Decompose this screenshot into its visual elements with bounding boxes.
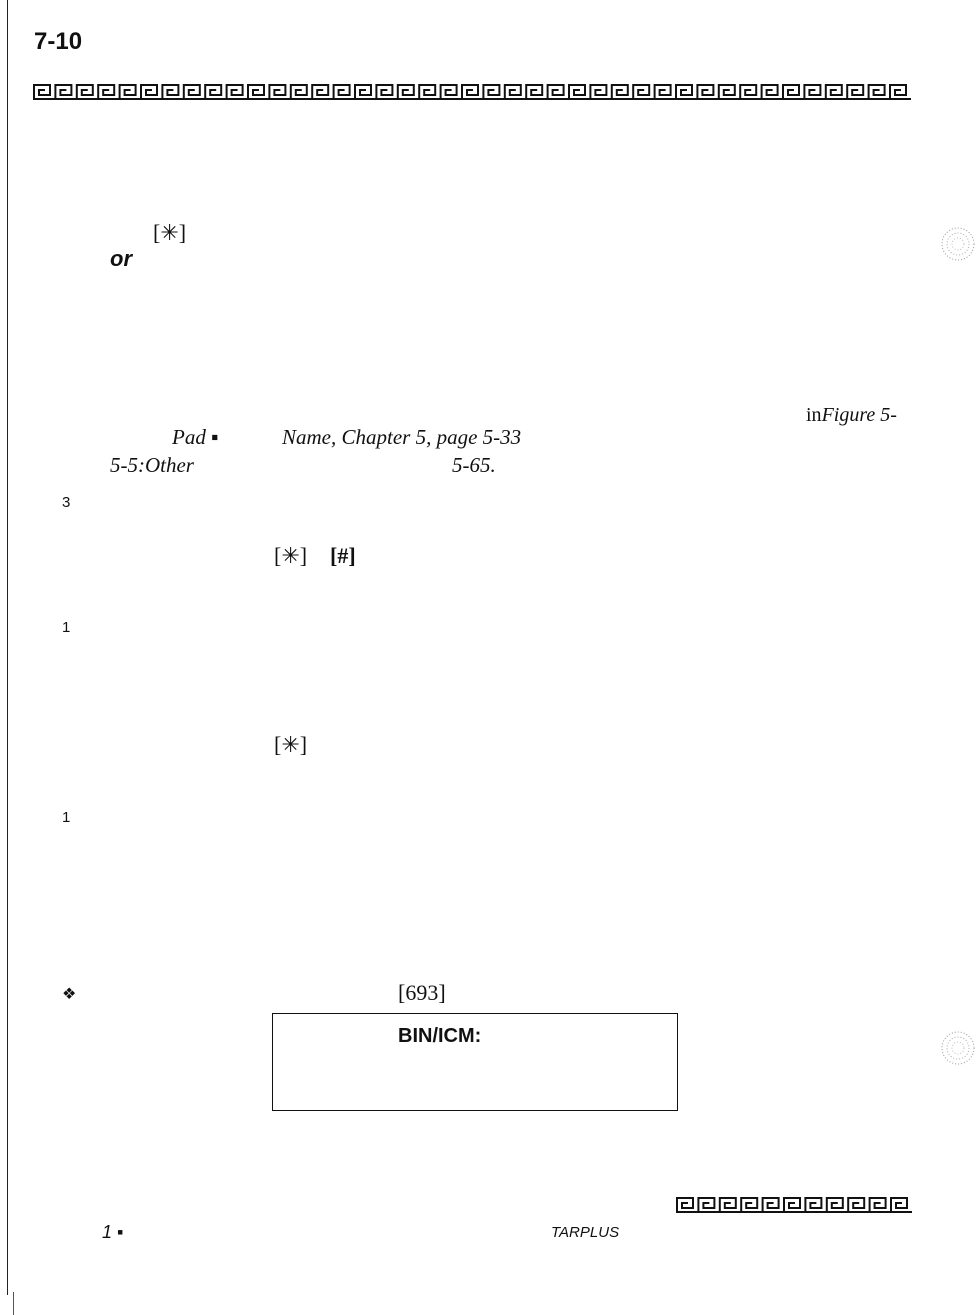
greek-key-border-top <box>33 83 911 100</box>
name-chapter-reference: Name, Chapter 5, page 5-33 <box>282 425 522 449</box>
footer-left-number: 1 ▪ <box>102 1222 124 1242</box>
footer-product-name: TARPLUS <box>551 1224 620 1241</box>
in-word: in <box>806 404 822 426</box>
page-number: 7-10 <box>34 28 83 55</box>
or-word: or <box>110 246 132 271</box>
scan-speckle-1 <box>940 226 976 262</box>
page-reference: 5-65. <box>452 453 496 477</box>
code-693: [693] <box>398 980 446 1005</box>
other-reference: 5-5:Other <box>110 453 194 477</box>
key-star-symbol-3: [✳] <box>274 732 308 757</box>
step-number-1b: 1 <box>62 809 71 826</box>
display-text: BIN/ICM: <box>398 1025 482 1047</box>
bottom-margin-mark <box>13 1292 14 1315</box>
key-star-symbol-2: [✳] <box>274 543 308 568</box>
step-number-1a: 1 <box>62 619 71 636</box>
figure-reference: Figure 5- <box>821 404 897 426</box>
diamond-bullet-icon: ❖ <box>62 986 77 1003</box>
step-number-3: 3 <box>62 494 71 511</box>
greek-key-border-bottom <box>676 1196 912 1213</box>
key-star-symbol: [✳] <box>153 220 187 245</box>
key-hash-symbol: [#] <box>330 543 356 568</box>
scan-speckle-2 <box>940 1030 976 1066</box>
left-margin-rule <box>7 0 8 1295</box>
pad-reference: Pad ▪ <box>172 425 219 449</box>
display-screen-box <box>272 1013 678 1111</box>
